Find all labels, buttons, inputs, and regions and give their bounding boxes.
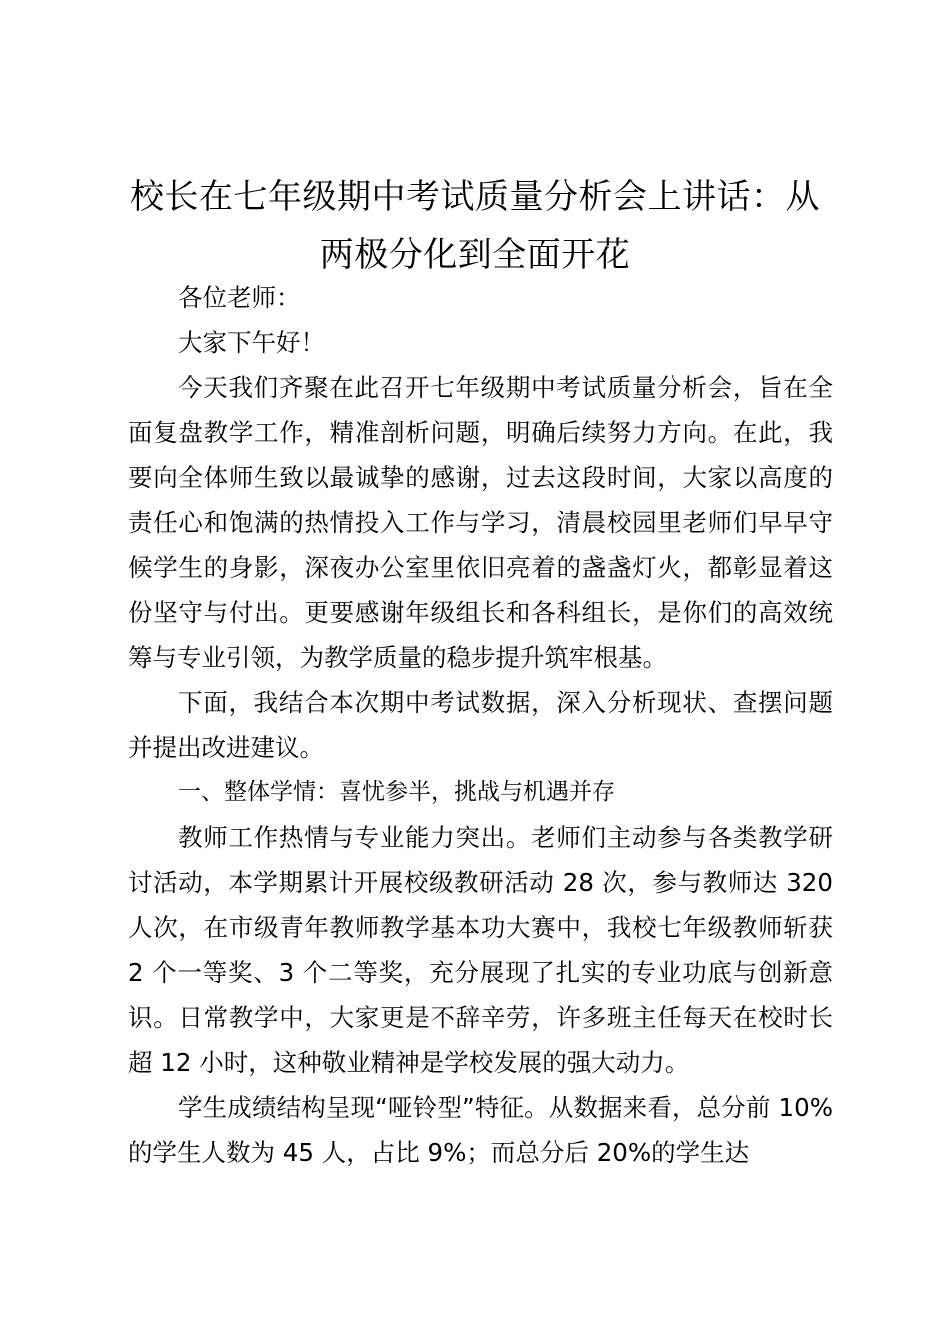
document-title (110, 168, 840, 284)
document-body (128, 275, 833, 1175)
title-line-2: 两极分化到全面开花 (319, 235, 631, 275)
paragraph-overview: 下面，我结合本次期中考试数据，深入分析现状、查摆问题并提出改进建议。 (128, 688, 833, 762)
title-line-1: 校长在七年级期中考试质量分析会上讲话：从 (130, 177, 820, 217)
greeting: 大家下午好！ (178, 328, 325, 357)
paragraph-teachers: 教师工作热情与专业能力突出。老师们主动参与各类教学研讨活动，本学期累计开展校级教研活动 28 次，参与教师达 320 人次，在市级青年教师教学基本功大赛中，我校七年级教师斩获 2 个一等奖、3 个二等奖，充分展现了扎实的专业功底与创新意识。日常教学中，大家更是不辞辛劳，许多班主任每天在校时长超 12 小时，这种敬业精神是学校发展的强大动力。 (128, 823, 833, 1077)
section-heading: 一、整体学情：喜忧参半，挑战与机遇并存 (178, 779, 615, 805)
paragraph-students: 学生成绩结构呈现“哑铃型”特征。从数据来看，总分前 10%的学生人数为 45 人，占比 9%；而总分后 20%的学生达 (128, 1093, 833, 1167)
salutation: 各位老师： (178, 283, 301, 312)
paragraph-intro: 今天我们齐聚在此召开七年级期中考试质量分析会，旨在全面复盘教学工作，精准剖析问题，明确后续努力方向。在此，我要向全体师生致以最诚挚的感谢，过去这段时间，大家以高度的责任心和饱满的热情投入工作与学习，清晨校园里老师们早早守候学生的身影，深夜办公室里依旧亮着的盏盏灯火，都彰显着这份坚守与付出。更要感谢年级组长和各科组长，是你们的高效统筹与专业引领，为教学质量的稳步提升筑牢根基。 (128, 373, 833, 672)
